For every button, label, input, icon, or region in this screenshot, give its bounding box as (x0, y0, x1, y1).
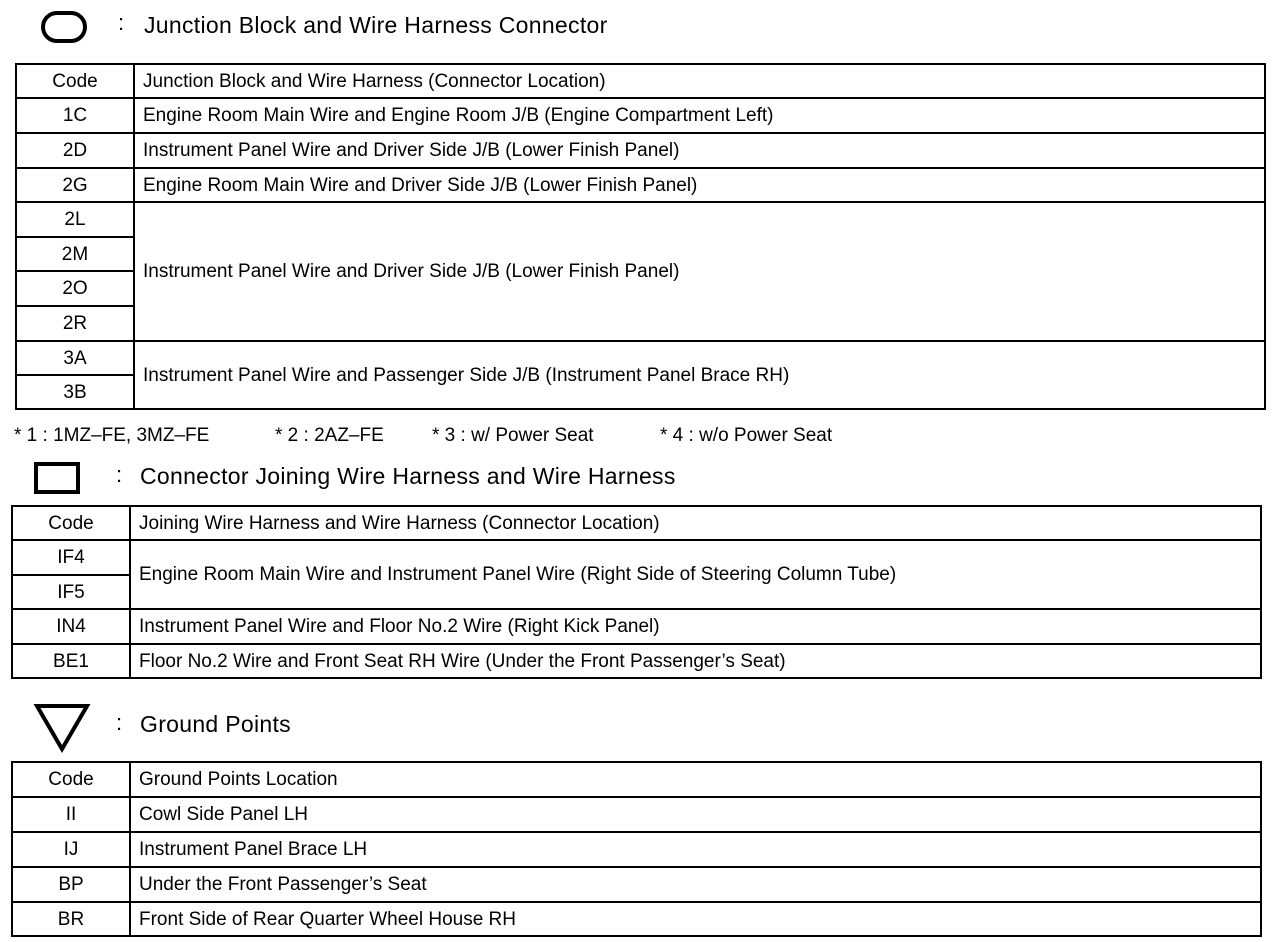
table-row (16, 202, 1265, 237)
code-header: Code (16, 64, 134, 98)
description-cell: Instrument Panel Wire and Floor No.2 Wire (Right Kick Panel) (130, 609, 1261, 644)
table-row (16, 133, 1265, 168)
table-header-row (12, 506, 1261, 540)
section-colon: : (116, 462, 123, 487)
code-cell: IN4 (12, 609, 130, 644)
description-cell: Under the Front Passenger’s Seat (130, 867, 1261, 902)
table-row (12, 902, 1261, 936)
table-header-row (12, 762, 1261, 797)
description-cell: Engine Room Main Wire and Driver Side J/B (Lower Finish Panel) (134, 168, 1265, 202)
code-cell: 1C (16, 98, 134, 133)
code-header: Code (12, 506, 130, 540)
table-row (12, 609, 1261, 644)
table-row (16, 341, 1265, 375)
description-cell: Engine Room Main Wire and Engine Room J/B (Engine Compartment Left) (134, 98, 1265, 133)
section-colon: : (118, 10, 125, 35)
code-cell: BR (12, 902, 130, 936)
section-title: Junction Block and Wire Harness Connector (144, 12, 608, 38)
code-cell: 3B (16, 375, 134, 409)
section-colon: : (116, 710, 123, 735)
description-cell: Instrument Panel Wire and Driver Side J/B (Lower Finish Panel) (134, 133, 1265, 168)
code-cell: BP (12, 867, 130, 902)
table-row (12, 832, 1261, 867)
description-cell: Cowl Side Panel LH (130, 797, 1261, 832)
footnote: * 1 : 1MZ–FE, 3MZ–FE (14, 425, 210, 446)
description-cell: Engine Room Main Wire and Instrument Panel Wire (Right Side of Steering Column Tube) (130, 540, 1261, 609)
code-cell: 2L (16, 202, 134, 237)
junction-block-table (15, 63, 1266, 410)
description-header: Joining Wire Harness and Wire Harness (Connector Location) (130, 506, 1261, 540)
code-header: Code (12, 762, 130, 797)
table-row (16, 98, 1265, 133)
table-row (12, 867, 1261, 902)
code-cell: IJ (12, 832, 130, 867)
code-cell: IF5 (12, 575, 130, 609)
description-header: Ground Points Location (130, 762, 1261, 797)
code-cell: 2O (16, 271, 134, 306)
footnote: * 3 : w/ Power Seat (432, 425, 594, 446)
code-cell: BE1 (12, 644, 130, 678)
code-cell: II (12, 797, 130, 832)
code-cell: 2M (16, 237, 134, 271)
code-cell: 2R (16, 306, 134, 341)
table-row (16, 168, 1265, 202)
description-cell: Instrument Panel Wire and Passenger Side J/B (Instrument Panel Brace RH) (134, 341, 1265, 409)
table-row (12, 540, 1261, 575)
code-cell: IF4 (12, 540, 130, 575)
description-cell: Instrument Panel Wire and Driver Side J/B (Lower Finish Panel) (134, 202, 1265, 341)
code-cell: 3A (16, 341, 134, 375)
triangle-down-symbol-icon (33, 703, 91, 753)
connector-joining-table (11, 505, 1262, 679)
rectangle-symbol-icon (33, 461, 81, 495)
footnote: * 4 : w/o Power Seat (660, 425, 833, 446)
table-header-row (16, 64, 1265, 98)
rounded-rectangle-symbol-icon (40, 10, 88, 44)
section-title: Ground Points (140, 711, 291, 737)
description-cell: Floor No.2 Wire and Front Seat RH Wire (Under the Front Passenger’s Seat) (130, 644, 1261, 678)
table-row (12, 797, 1261, 832)
table-row (12, 644, 1261, 678)
description-cell: Front Side of Rear Quarter Wheel House RH (130, 902, 1261, 936)
footnotes (14, 425, 914, 449)
description-header: Junction Block and Wire Harness (Connector Location) (134, 64, 1265, 98)
ground-points-table (11, 761, 1262, 937)
code-cell: 2D (16, 133, 134, 168)
footnote: * 2 : 2AZ–FE (275, 425, 384, 446)
description-cell: Instrument Panel Brace LH (130, 832, 1261, 867)
section-title: Connector Joining Wire Harness and Wire Harness (140, 463, 676, 489)
code-cell: 2G (16, 168, 134, 202)
